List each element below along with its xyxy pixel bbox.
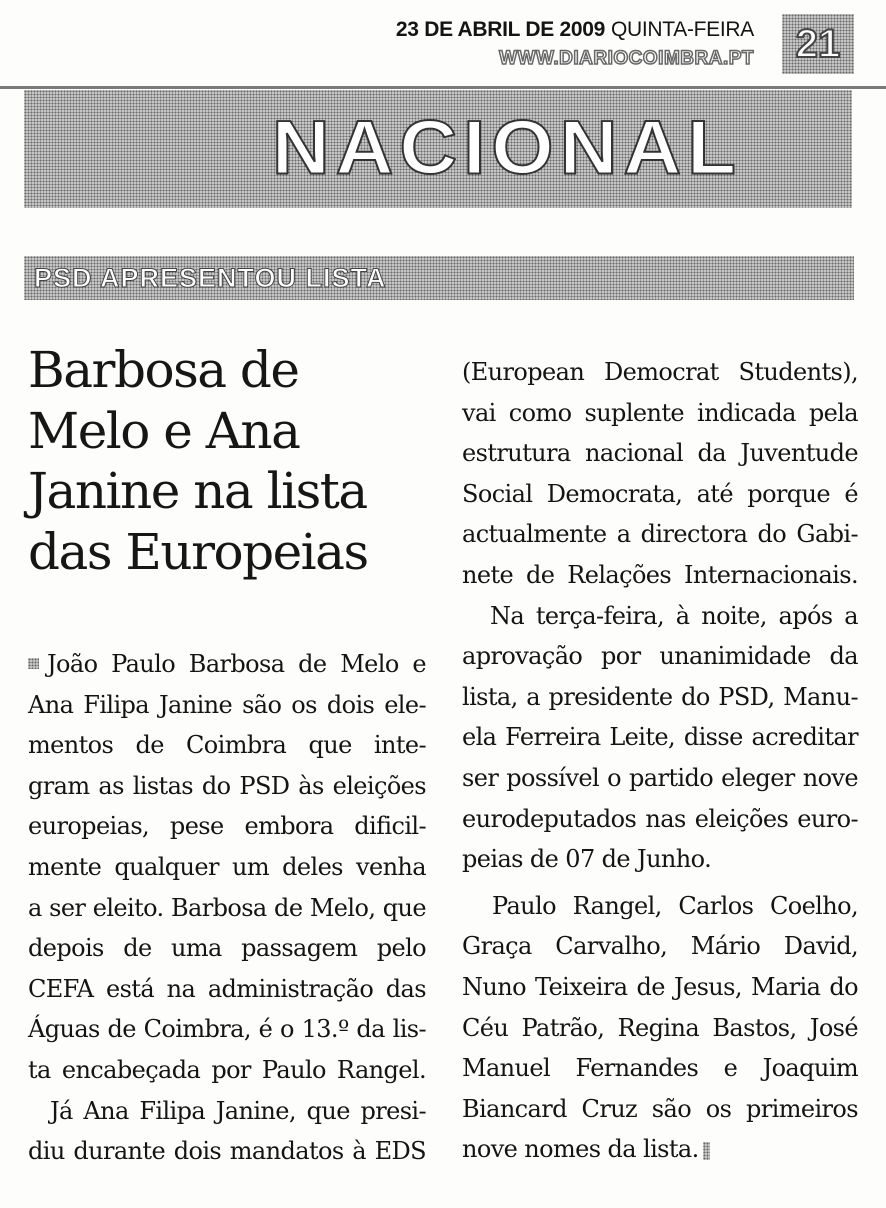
section-title: NACIONAL (271, 105, 742, 190)
body-line: mente qualquer um deles venha (28, 852, 426, 881)
body-line: (European Democrat Students), (462, 358, 858, 386)
article-headline (28, 340, 428, 582)
body-line: gram as listas do PSD às eleições (28, 771, 426, 800)
body-line: depois de uma passagem pelo (28, 934, 426, 963)
body-line: Paulo Rangel, Carlos Coelho, (492, 891, 858, 920)
newspaper-website: WWW.DIARIOCOIMBRA.PT (499, 48, 754, 69)
article-body-right-column (462, 352, 858, 1170)
body-line: nete de Relações Internacionais. (462, 560, 858, 589)
headline-line: Barbosa de (28, 341, 299, 399)
body-line: Céu Patrão, Regina Bastos, José (462, 1013, 858, 1042)
body-line: ta encabeçada por Paulo Rangel. (28, 1055, 426, 1084)
body-line: aprovação por unanimidade da (462, 642, 858, 671)
article-body-left-column (28, 644, 426, 1172)
section-banner (24, 90, 852, 208)
body-line-text: João Paulo Barbosa de Melo e (47, 650, 426, 678)
body-line: a ser eleito. Barbosa de Melo, que (28, 893, 426, 922)
kicker-bar (24, 256, 854, 300)
header-rule (0, 86, 886, 89)
body-line: lista, a presidente do PSD, Manu- (462, 682, 858, 711)
body-line (462, 1129, 858, 1170)
body-line: Ana Filipa Janine são os dois ele- (28, 690, 426, 719)
paragraph-marker-icon (28, 658, 39, 669)
body-line: estrutura nacional da Juventude (462, 439, 858, 468)
body-line: Graça Carvalho, Mário David, (462, 932, 858, 961)
headline-line: Janine na lista (28, 462, 367, 520)
body-line: europeias, pese embora dificil- (28, 812, 426, 841)
body-line: eurodeputados nas eleições euro- (462, 804, 858, 833)
body-line: Já Ana Filipa Janine, que presi- (50, 1096, 426, 1125)
body-line: vai como suplente indicada pela (462, 398, 858, 427)
body-line-text: nove nomes da lista. (462, 1135, 699, 1164)
headline-line: Melo e Ana (28, 401, 300, 460)
body-line: Biancard Cruz são os primeiros (462, 1094, 858, 1123)
publication-weekday: QUINTA-FEIRA (610, 18, 754, 41)
publication-date: 23 DE ABRIL DE 2009 (395, 18, 605, 41)
body-line: ela Ferreira Leite, disse acreditar (462, 723, 858, 752)
body-line: ser possível o partido eleger nove (462, 763, 858, 792)
body-line: Na terça-feira, à noite, após a (490, 601, 858, 630)
date-line (334, 14, 754, 46)
article-kicker: PSD APRESENTOU LISTA (34, 263, 387, 293)
article-end-marker-icon (703, 1142, 710, 1160)
body-line: Manuel Fernandes e Joaquim (462, 1054, 858, 1083)
body-line: CEFA está na administração das (28, 974, 426, 1003)
page-number: 21 (782, 14, 854, 74)
body-line (28, 644, 426, 685)
headline-line: das Europeias (28, 522, 368, 581)
body-line: mentos de Coimbra que inte- (28, 731, 426, 760)
body-line: peias de 07 de Junho. (462, 845, 712, 874)
body-line: Social Democrata, até porque é (462, 479, 858, 508)
body-line: actualmente a directora do Gabi- (462, 520, 858, 549)
body-line: diu durante dois mandatos à EDS (28, 1137, 426, 1166)
body-line: Águas de Coimbra, é o 13.º da lis- (28, 1015, 426, 1044)
body-line: Nuno Teixeira de Jesus, Maria do (462, 972, 858, 1001)
